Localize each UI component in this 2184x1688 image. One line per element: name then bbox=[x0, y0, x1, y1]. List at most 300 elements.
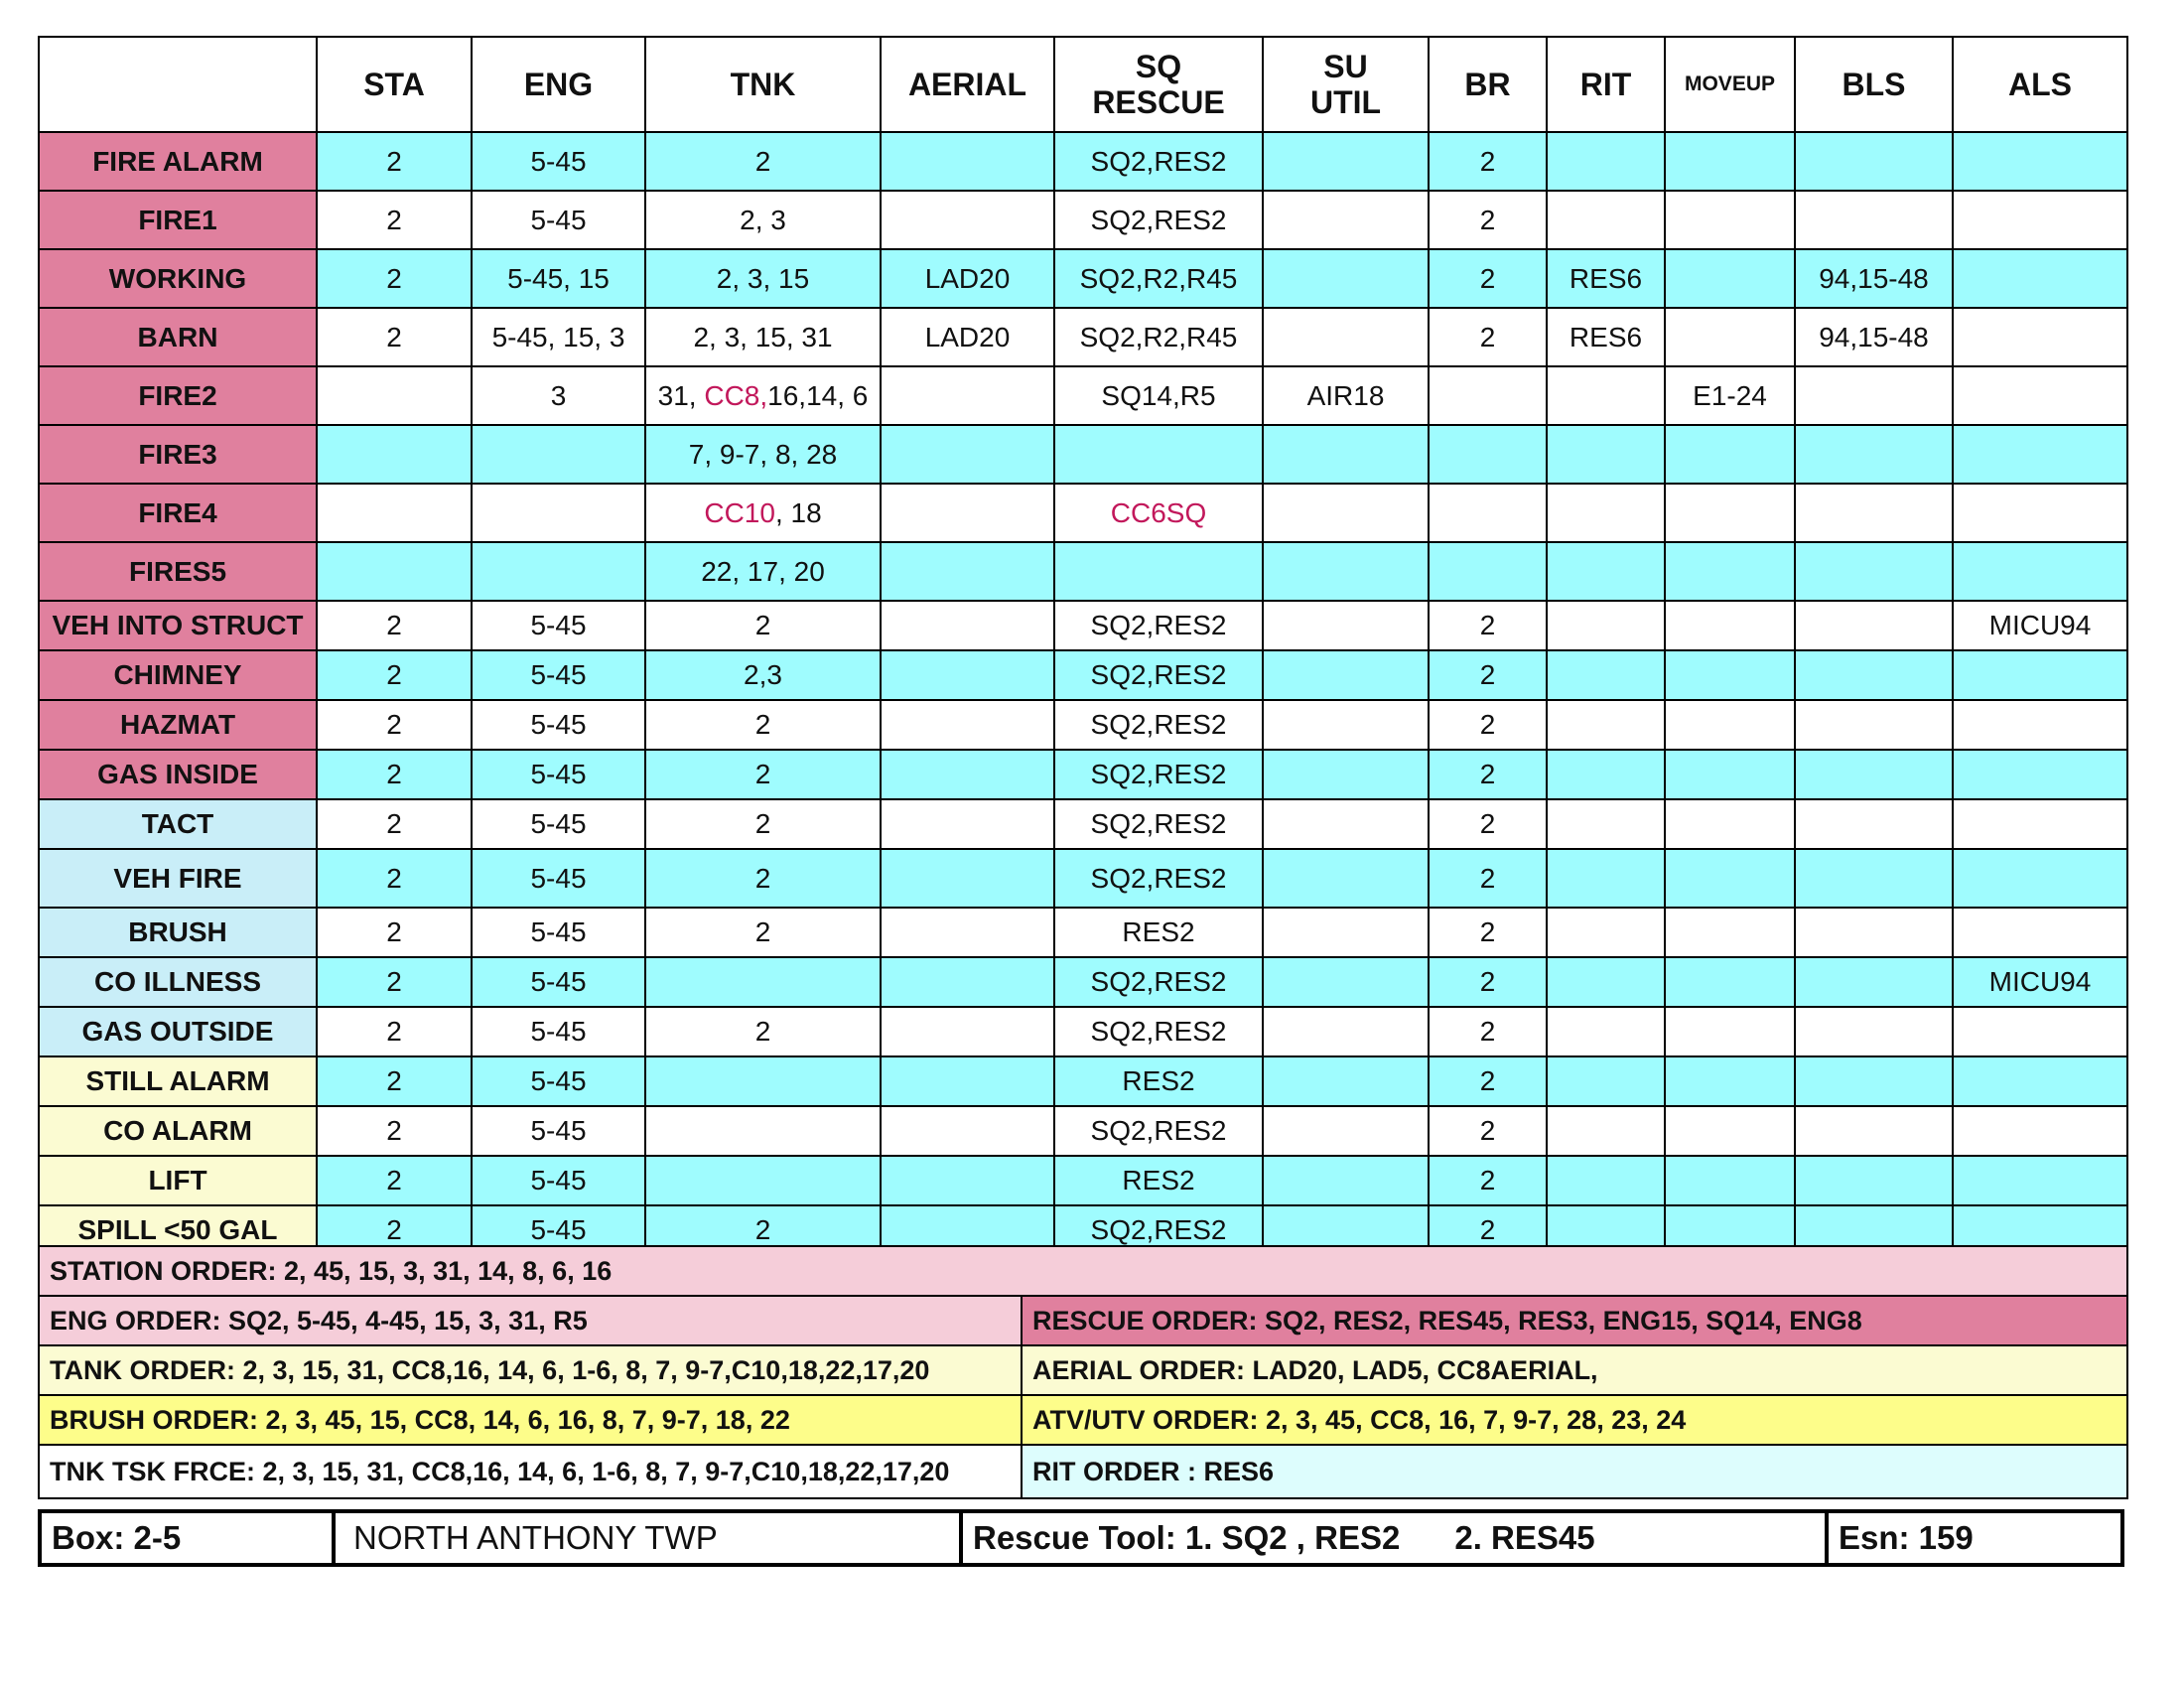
cell-sta: 2 bbox=[317, 957, 472, 1007]
cell-rit bbox=[1547, 650, 1665, 700]
cell-eng: 5-45 bbox=[472, 1106, 645, 1156]
cell-bls: 94,15-48 bbox=[1795, 249, 1953, 308]
cell-sta: 2 bbox=[317, 191, 472, 249]
header-sq-rescue: SQ RESCUE bbox=[1054, 37, 1263, 132]
cell-bls bbox=[1795, 849, 1953, 908]
cell-br: 2 bbox=[1429, 799, 1547, 849]
cell-sq: SQ2,RES2 bbox=[1054, 191, 1263, 249]
cell-sta bbox=[317, 484, 472, 542]
table-row bbox=[39, 1106, 2127, 1156]
cell-sq: SQ2,RES2 bbox=[1054, 132, 1263, 191]
cell-sq: SQ2,RES2 bbox=[1054, 957, 1263, 1007]
cell-bls bbox=[1795, 601, 1953, 650]
cell-tnk: 2 bbox=[645, 799, 881, 849]
row-label: TACT bbox=[39, 799, 317, 849]
row-label: CO ALARM bbox=[39, 1106, 317, 1156]
cell-rit bbox=[1547, 484, 1665, 542]
table-row bbox=[39, 132, 2127, 191]
cell-br: 2 bbox=[1429, 601, 1547, 650]
rescue-tool: Rescue Tool: 1. SQ2 , RES2 2. RES45 bbox=[963, 1513, 1829, 1563]
cell-als bbox=[1953, 750, 2127, 799]
cell-rit bbox=[1547, 1106, 1665, 1156]
cell-sta bbox=[317, 425, 472, 484]
cell-tnk: 7, 9-7, 8, 28 bbox=[645, 425, 881, 484]
cell-tnk: 2 bbox=[645, 601, 881, 650]
cell-eng: 5-45 bbox=[472, 191, 645, 249]
row-label: FIRE1 bbox=[39, 191, 317, 249]
cell-bls bbox=[1795, 700, 1953, 750]
cell-sq: SQ2,R2,R45 bbox=[1054, 249, 1263, 308]
cell-br: 2 bbox=[1429, 849, 1547, 908]
cell-br: 2 bbox=[1429, 1156, 1547, 1205]
cell-aerial bbox=[881, 650, 1054, 700]
cell-als: MICU94 bbox=[1953, 957, 2127, 1007]
row-label: BARN bbox=[39, 308, 317, 366]
table-row bbox=[39, 957, 2127, 1007]
table-row bbox=[39, 1056, 2127, 1106]
cell-bls bbox=[1795, 484, 1953, 542]
cell-eng: 5-45, 15 bbox=[472, 249, 645, 308]
cell-tnk: 2 bbox=[645, 908, 881, 957]
cell-als bbox=[1953, 1056, 2127, 1106]
header-su-util: SU UTIL bbox=[1263, 37, 1429, 132]
row-label: LIFT bbox=[39, 1156, 317, 1205]
cell-bls bbox=[1795, 425, 1953, 484]
cell-rit bbox=[1547, 908, 1665, 957]
cell-moveup bbox=[1665, 484, 1795, 542]
cell-aerial bbox=[881, 191, 1054, 249]
cell-als bbox=[1953, 849, 2127, 908]
cell-sq: SQ2,RES2 bbox=[1054, 700, 1263, 750]
cell-tnk-part: , 18 bbox=[774, 496, 822, 528]
cell-bls bbox=[1795, 650, 1953, 700]
row-label: FIRE3 bbox=[39, 425, 317, 484]
cell-rit bbox=[1547, 750, 1665, 799]
esn-number: Esn: 159 bbox=[1839, 1519, 1974, 1556]
cell-tnk bbox=[645, 484, 881, 542]
cell-sta: 2 bbox=[317, 700, 472, 750]
cell-sq: SQ2,R2,R45 bbox=[1054, 308, 1263, 366]
cell-sta: 2 bbox=[317, 1106, 472, 1156]
cell-br: 2 bbox=[1429, 957, 1547, 1007]
cell-als bbox=[1953, 1007, 2127, 1056]
cell-eng: 5-45 bbox=[472, 908, 645, 957]
cell-rit bbox=[1547, 957, 1665, 1007]
cell-moveup bbox=[1665, 650, 1795, 700]
cell-sta: 2 bbox=[317, 750, 472, 799]
table-row bbox=[39, 700, 2127, 750]
row-label: VEH FIRE bbox=[39, 849, 317, 908]
cell-su bbox=[1263, 650, 1429, 700]
cell-aerial bbox=[881, 957, 1054, 1007]
cell-aerial: LAD20 bbox=[881, 308, 1054, 366]
rescue-order: RESCUE ORDER: SQ2, RES2, RES45, RES3, ENG15, SQ14, ENG8 bbox=[1023, 1297, 2126, 1344]
cell-bls bbox=[1795, 191, 1953, 249]
cell-br bbox=[1429, 484, 1547, 542]
table-row bbox=[39, 799, 2127, 849]
box-number: Box: 2-5 bbox=[42, 1513, 336, 1563]
cell-aerial bbox=[881, 484, 1054, 542]
cell-su: AIR18 bbox=[1263, 366, 1429, 425]
header-row bbox=[39, 37, 2127, 132]
cell-als bbox=[1953, 132, 2127, 191]
cell-sta bbox=[317, 366, 472, 425]
cell-eng: 5-45, 15, 3 bbox=[472, 308, 645, 366]
cell-tnk: 2, 3, 15, 31 bbox=[645, 308, 881, 366]
row-label: BRUSH bbox=[39, 908, 317, 957]
cell-als bbox=[1953, 799, 2127, 849]
table-row bbox=[39, 366, 2127, 425]
cell-tnk: 2, 3 bbox=[645, 191, 881, 249]
cell-eng: 5-45 bbox=[472, 1156, 645, 1205]
cell-su bbox=[1263, 849, 1429, 908]
cell-rit: RES6 bbox=[1547, 249, 1665, 308]
cell-als bbox=[1953, 484, 2127, 542]
header-tnk: TNK bbox=[645, 37, 881, 132]
cell-br: 2 bbox=[1429, 132, 1547, 191]
cell-su bbox=[1263, 1007, 1429, 1056]
cell-sq: RES2 bbox=[1054, 908, 1263, 957]
cell-moveup bbox=[1665, 132, 1795, 191]
cell-moveup bbox=[1665, 750, 1795, 799]
cell-tnk: 2 bbox=[645, 700, 881, 750]
cell-als: MICU94 bbox=[1953, 601, 2127, 650]
cell-eng: 5-45 bbox=[472, 601, 645, 650]
atv-utv-order: ATV/UTV ORDER: 2, 3, 45, CC8, 16, 7, 9-7, 28, 23, 24 bbox=[1023, 1396, 2126, 1444]
cell-sq: SQ2,RES2 bbox=[1054, 750, 1263, 799]
cell-aerial: LAD20 bbox=[881, 249, 1054, 308]
table-row bbox=[39, 308, 2127, 366]
cell-tnk: 2 bbox=[645, 849, 881, 908]
cell-als bbox=[1953, 1106, 2127, 1156]
cell-rit bbox=[1547, 542, 1665, 601]
cell-aerial bbox=[881, 601, 1054, 650]
cell-sta: 2 bbox=[317, 799, 472, 849]
row-label: WORKING bbox=[39, 249, 317, 308]
cell-moveup bbox=[1665, 249, 1795, 308]
cell-als bbox=[1953, 366, 2127, 425]
cell-sta: 2 bbox=[317, 1205, 472, 1255]
table-row bbox=[39, 191, 2127, 249]
tank-order: TANK ORDER: 2, 3, 15, 31, CC8,16, 14, 6, 1-6, 8, 7, 9-7,C10,18,22,17,20 bbox=[40, 1346, 1023, 1394]
tnk-tsk-frce: TNK TSK FRCE: 2, 3, 15, 31, CC8,16, 14, 6, 1-6, 8, 7, 9-7,C10,18,22,17,20 bbox=[40, 1446, 1023, 1497]
cell-bls bbox=[1795, 1007, 1953, 1056]
cell-moveup bbox=[1665, 849, 1795, 908]
cell-br: 2 bbox=[1429, 750, 1547, 799]
cell-aerial bbox=[881, 1156, 1054, 1205]
cell-sq: SQ2,RES2 bbox=[1054, 1205, 1263, 1255]
cell-als bbox=[1953, 249, 2127, 308]
cell-tnk: 2 bbox=[645, 750, 881, 799]
cell-sq: SQ2,RES2 bbox=[1054, 849, 1263, 908]
cell-bls bbox=[1795, 132, 1953, 191]
cell-tnk-part: 31, bbox=[657, 379, 705, 411]
cell-su bbox=[1263, 908, 1429, 957]
cell-rit bbox=[1547, 849, 1665, 908]
table-row bbox=[39, 249, 2127, 308]
cell-eng: 5-45 bbox=[472, 750, 645, 799]
cell-sta: 2 bbox=[317, 601, 472, 650]
cell-bls bbox=[1795, 957, 1953, 1007]
cell-moveup bbox=[1665, 425, 1795, 484]
cell-moveup bbox=[1665, 542, 1795, 601]
cell-bls bbox=[1795, 1106, 1953, 1156]
cell-moveup: E1-24 bbox=[1665, 366, 1795, 425]
cell-moveup bbox=[1665, 191, 1795, 249]
cell-bls bbox=[1795, 750, 1953, 799]
row-label: FIRE ALARM bbox=[39, 132, 317, 191]
cell-su bbox=[1263, 799, 1429, 849]
cell-als bbox=[1953, 425, 2127, 484]
cell-sq: SQ2,RES2 bbox=[1054, 1106, 1263, 1156]
orders-row bbox=[40, 1344, 2126, 1394]
cell-eng: 5-45 bbox=[472, 700, 645, 750]
row-label: CHIMNEY bbox=[39, 650, 317, 700]
cell-br: 2 bbox=[1429, 700, 1547, 750]
cell-moveup bbox=[1665, 308, 1795, 366]
cell-moveup bbox=[1665, 799, 1795, 849]
cell-rit bbox=[1547, 1056, 1665, 1106]
row-label: VEH INTO STRUCT bbox=[39, 601, 317, 650]
cell-rit bbox=[1547, 191, 1665, 249]
cell-bls bbox=[1795, 542, 1953, 601]
cell-br: 2 bbox=[1429, 1205, 1547, 1255]
area-name: NORTH ANTHONY TWP bbox=[336, 1513, 963, 1563]
cell-aerial bbox=[881, 849, 1054, 908]
cell-bls: 94,15-48 bbox=[1795, 308, 1953, 366]
cell-sta: 2 bbox=[317, 849, 472, 908]
cell-als bbox=[1953, 700, 2127, 750]
eng-order: ENG ORDER: SQ2, 5-45, 4-45, 15, 3, 31, R5 bbox=[40, 1297, 1023, 1344]
cell-tnk bbox=[645, 1156, 881, 1205]
cell-rit bbox=[1547, 425, 1665, 484]
cell-tnk: 2,3 bbox=[645, 650, 881, 700]
cell-su bbox=[1263, 1156, 1429, 1205]
cell-tnk: 2 bbox=[645, 1205, 881, 1255]
cell-sq: CC6SQ bbox=[1054, 484, 1263, 542]
cell-eng bbox=[472, 542, 645, 601]
cell-sta: 2 bbox=[317, 908, 472, 957]
cell-sta: 2 bbox=[317, 650, 472, 700]
cell-rit bbox=[1547, 1007, 1665, 1056]
cell-moveup bbox=[1665, 1156, 1795, 1205]
header-moveup: MOVEUP bbox=[1665, 37, 1795, 132]
cell-als bbox=[1953, 542, 2127, 601]
cell-rit bbox=[1547, 1156, 1665, 1205]
cell-sq bbox=[1054, 425, 1263, 484]
cell-bls bbox=[1795, 366, 1953, 425]
cell-su bbox=[1263, 191, 1429, 249]
cell-br: 2 bbox=[1429, 650, 1547, 700]
cell-br bbox=[1429, 542, 1547, 601]
cell-sq: RES2 bbox=[1054, 1156, 1263, 1205]
cell-su bbox=[1263, 132, 1429, 191]
cell-eng: 5-45 bbox=[472, 132, 645, 191]
cell-moveup bbox=[1665, 957, 1795, 1007]
header-bls: BLS bbox=[1795, 37, 1953, 132]
cell-eng: 3 bbox=[472, 366, 645, 425]
cell-moveup bbox=[1665, 1007, 1795, 1056]
cell-tnk: 22, 17, 20 bbox=[645, 542, 881, 601]
station-order: STATION ORDER: 2, 45, 15, 3, 31, 14, 8, 6, 16 bbox=[40, 1247, 2126, 1295]
cell-sta: 2 bbox=[317, 249, 472, 308]
table-row bbox=[39, 542, 2127, 601]
cell-als bbox=[1953, 1156, 2127, 1205]
cell-als bbox=[1953, 908, 2127, 957]
cell-aerial bbox=[881, 908, 1054, 957]
cell-tnk-highlight: CC8, bbox=[704, 379, 768, 411]
cell-br: 2 bbox=[1429, 249, 1547, 308]
cell-rit bbox=[1547, 799, 1665, 849]
cell-aerial bbox=[881, 1056, 1054, 1106]
cell-su bbox=[1263, 1106, 1429, 1156]
cell-aerial bbox=[881, 366, 1054, 425]
table-row bbox=[39, 650, 2127, 700]
cell-tnk-part: 16,14, 6 bbox=[767, 379, 869, 411]
cell-sq: RES2 bbox=[1054, 1056, 1263, 1106]
cell-sta: 2 bbox=[317, 308, 472, 366]
header-eng: ENG bbox=[472, 37, 645, 132]
cell-eng: 5-45 bbox=[472, 849, 645, 908]
row-label: GAS INSIDE bbox=[39, 750, 317, 799]
header-blank bbox=[39, 37, 317, 132]
table-row bbox=[39, 484, 2127, 542]
cell-su bbox=[1263, 700, 1429, 750]
orders-box bbox=[38, 1245, 2128, 1499]
cell-eng: 5-45 bbox=[472, 957, 645, 1007]
cell-bls bbox=[1795, 1156, 1953, 1205]
cell-su bbox=[1263, 249, 1429, 308]
cell-br: 2 bbox=[1429, 191, 1547, 249]
cell-su bbox=[1263, 484, 1429, 542]
cell-br: 2 bbox=[1429, 308, 1547, 366]
cell-eng: 5-45 bbox=[472, 799, 645, 849]
cell-su bbox=[1263, 308, 1429, 366]
cell-bls bbox=[1795, 1056, 1953, 1106]
cell-rit: RES6 bbox=[1547, 308, 1665, 366]
cell-su bbox=[1263, 957, 1429, 1007]
header-rit: RIT bbox=[1547, 37, 1665, 132]
cell-eng: 5-45 bbox=[472, 1007, 645, 1056]
cell-tnk: 2 bbox=[645, 1007, 881, 1056]
brush-order: BRUSH ORDER: 2, 3, 45, 15, CC8, 14, 6, 16, 8, 7, 9-7, 18, 22 bbox=[40, 1396, 1023, 1444]
header-als: ALS bbox=[1953, 37, 2127, 132]
cell-sta: 2 bbox=[317, 132, 472, 191]
cell-aerial bbox=[881, 542, 1054, 601]
cell-als bbox=[1953, 308, 2127, 366]
cell-eng bbox=[472, 425, 645, 484]
cell-br bbox=[1429, 425, 1547, 484]
cell-eng: 5-45 bbox=[472, 1205, 645, 1255]
table-row bbox=[39, 601, 2127, 650]
cell-sta bbox=[317, 542, 472, 601]
header-aerial: AERIAL bbox=[881, 37, 1054, 132]
cell-tnk bbox=[645, 366, 881, 425]
cell-aerial bbox=[881, 750, 1054, 799]
cell-moveup bbox=[1665, 908, 1795, 957]
row-label: FIRES5 bbox=[39, 542, 317, 601]
cell-moveup bbox=[1665, 700, 1795, 750]
header-sta: STA bbox=[317, 37, 472, 132]
cell-br bbox=[1429, 366, 1547, 425]
cell-tnk: 2 bbox=[645, 132, 881, 191]
cell-br: 2 bbox=[1429, 1007, 1547, 1056]
cell-su bbox=[1263, 1056, 1429, 1106]
cell-als bbox=[1953, 191, 2127, 249]
cell-eng bbox=[472, 484, 645, 542]
cell-aerial bbox=[881, 1007, 1054, 1056]
row-label: FIRE4 bbox=[39, 484, 317, 542]
cell-sta: 2 bbox=[317, 1007, 472, 1056]
table-row bbox=[39, 1156, 2127, 1205]
row-label: HAZMAT bbox=[39, 700, 317, 750]
cell-su bbox=[1263, 542, 1429, 601]
cell-tnk bbox=[645, 957, 881, 1007]
cell-aerial bbox=[881, 1106, 1054, 1156]
orders-row bbox=[40, 1247, 2126, 1295]
cell-aerial bbox=[881, 700, 1054, 750]
cell-rit bbox=[1547, 700, 1665, 750]
cell-br: 2 bbox=[1429, 908, 1547, 957]
cell-br: 2 bbox=[1429, 1106, 1547, 1156]
cell-su bbox=[1263, 601, 1429, 650]
cell-sq bbox=[1054, 542, 1263, 601]
cell-sta: 2 bbox=[317, 1156, 472, 1205]
cell-aerial bbox=[881, 132, 1054, 191]
cell-rit bbox=[1547, 132, 1665, 191]
row-label: FIRE2 bbox=[39, 366, 317, 425]
table-row bbox=[39, 1007, 2127, 1056]
table-row bbox=[39, 908, 2127, 957]
cell-sq: SQ2,RES2 bbox=[1054, 799, 1263, 849]
cell-aerial bbox=[881, 799, 1054, 849]
cell-aerial bbox=[881, 425, 1054, 484]
cell-sq: SQ2,RES2 bbox=[1054, 601, 1263, 650]
cell-tnk bbox=[645, 1106, 881, 1156]
orders-row bbox=[40, 1295, 2126, 1344]
table-row bbox=[39, 849, 2127, 908]
cell-su bbox=[1263, 425, 1429, 484]
cell-moveup bbox=[1665, 1106, 1795, 1156]
row-label: STILL ALARM bbox=[39, 1056, 317, 1106]
cell-su bbox=[1263, 750, 1429, 799]
cell-eng: 5-45 bbox=[472, 1056, 645, 1106]
rit-order: RIT ORDER : RES6 bbox=[1023, 1446, 2126, 1497]
cell-sq: SQ2,RES2 bbox=[1054, 650, 1263, 700]
table-row bbox=[39, 425, 2127, 484]
cell-bls bbox=[1795, 908, 1953, 957]
header-br: BR bbox=[1429, 37, 1547, 132]
cell-moveup bbox=[1665, 601, 1795, 650]
orders-row bbox=[40, 1394, 2126, 1444]
cell-rit bbox=[1547, 601, 1665, 650]
run-card-table bbox=[38, 36, 2128, 1256]
cell-sq: SQ14,R5 bbox=[1054, 366, 1263, 425]
footer-bar bbox=[38, 1509, 2124, 1567]
table-row bbox=[39, 750, 2127, 799]
row-label: CO ILLNESS bbox=[39, 957, 317, 1007]
cell-als bbox=[1953, 650, 2127, 700]
run-card-rows bbox=[39, 132, 2127, 1255]
cell-tnk bbox=[645, 1056, 881, 1106]
cell-sq: SQ2,RES2 bbox=[1054, 1007, 1263, 1056]
cell-sta: 2 bbox=[317, 1056, 472, 1106]
aerial-order: AERIAL ORDER: LAD20, LAD5, CC8AERIAL, bbox=[1023, 1346, 2126, 1394]
cell-rit bbox=[1547, 366, 1665, 425]
cell-bls bbox=[1795, 799, 1953, 849]
cell-tnk: 2, 3, 15 bbox=[645, 249, 881, 308]
cell-br: 2 bbox=[1429, 1056, 1547, 1106]
